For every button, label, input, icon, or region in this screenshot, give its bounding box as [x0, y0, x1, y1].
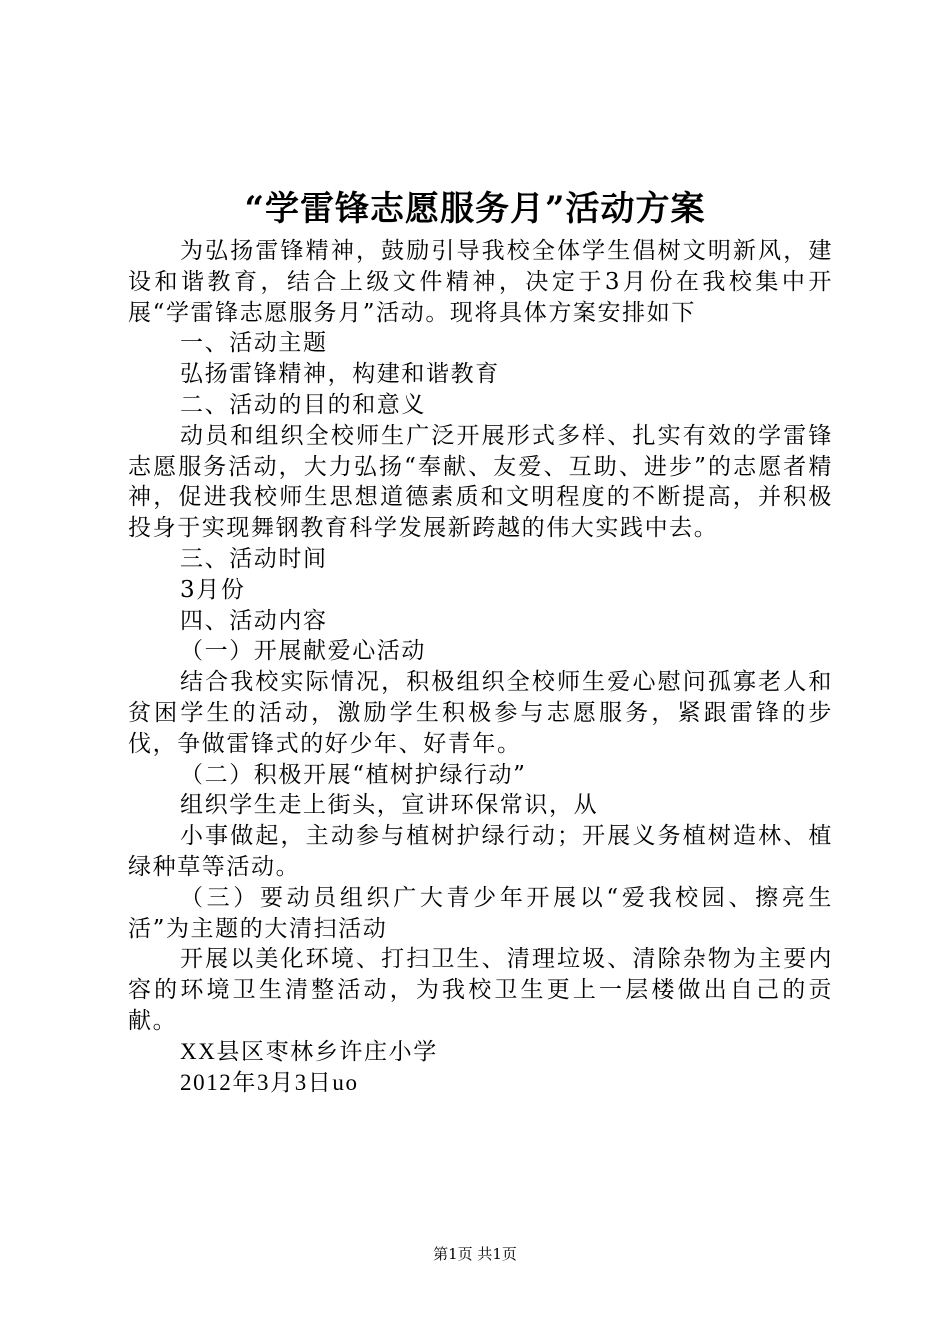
intro-paragraph: 为弘扬雷锋精神，鼓励引导我校全体学生倡树文明新风，建设和谐教育，结合上级文件精神，决定于3月份在我校集中开展“学雷锋志愿服务月”活动。现将具体方案安排如下 [128, 238, 833, 326]
time-text: 3月份 [180, 576, 246, 603]
subsection-3-paragraph: 开展以美化环境、打扫卫生、清理垃圾、清除杂物为主要内容的环境卫生清整活动，为我校卫生更上一层楼做出自己的贡献。 [128, 946, 833, 1034]
section-heading-time: 三、活动时间 [180, 545, 328, 572]
subsection-2-paragraph: 小事做起，主动参与植树护绿行动；开展义务植树造林、植绿种草等活动。 [128, 823, 833, 880]
subsection-heading-1: （一）开展献爱心活动 [180, 638, 426, 665]
page-footer: 第1页 共1页 [433, 1245, 517, 1263]
section-heading-content: 四、活动内容 [180, 607, 328, 634]
purpose-paragraph: 动员和组织全校师生广泛开展形式多样、扎实有效的学雷锋志愿服务活动，大力弘扬“奉献、友爱、互助、进步”的志愿者精神，促进我校师生思想道德素质和文明程度的不断提高，并积极投身于实现舞钢教育科学发展新跨越的伟大实践中去。 [128, 422, 833, 542]
document-title: “学雷锋志愿服务月”活动方案 [244, 189, 706, 229]
subsection-2-line: 组织学生走上街头，宣讲环保常识，从 [180, 792, 599, 819]
subsection-heading-3: （三）要动员组织广大青少年开展以“爱我校园、擦亮生活”为主题的大清扫活动 [128, 884, 833, 942]
theme-text: 弘扬雷锋精神，构建和谐教育 [180, 361, 500, 388]
signature-date: 2012年3月3日uo [180, 1069, 359, 1095]
subsection-1-paragraph: 结合我校实际情况，积极组织全校师生爱心慰问孤寡老人和贫困学生的活动，激励学生积极参与志愿服务，紧跟雷锋的步伐，争做雷锋式的好少年、好青年。 [128, 669, 833, 757]
section-heading-purpose: 二、活动的目的和意义 [180, 391, 426, 418]
section-heading-theme: 一、活动主题 [180, 330, 328, 357]
signature-organization: XX县区枣林乡许庄小学 [180, 1038, 438, 1064]
subsection-heading-2: （二）积极开展“植树护绿行动” [180, 761, 527, 788]
document-body [128, 236, 833, 1098]
